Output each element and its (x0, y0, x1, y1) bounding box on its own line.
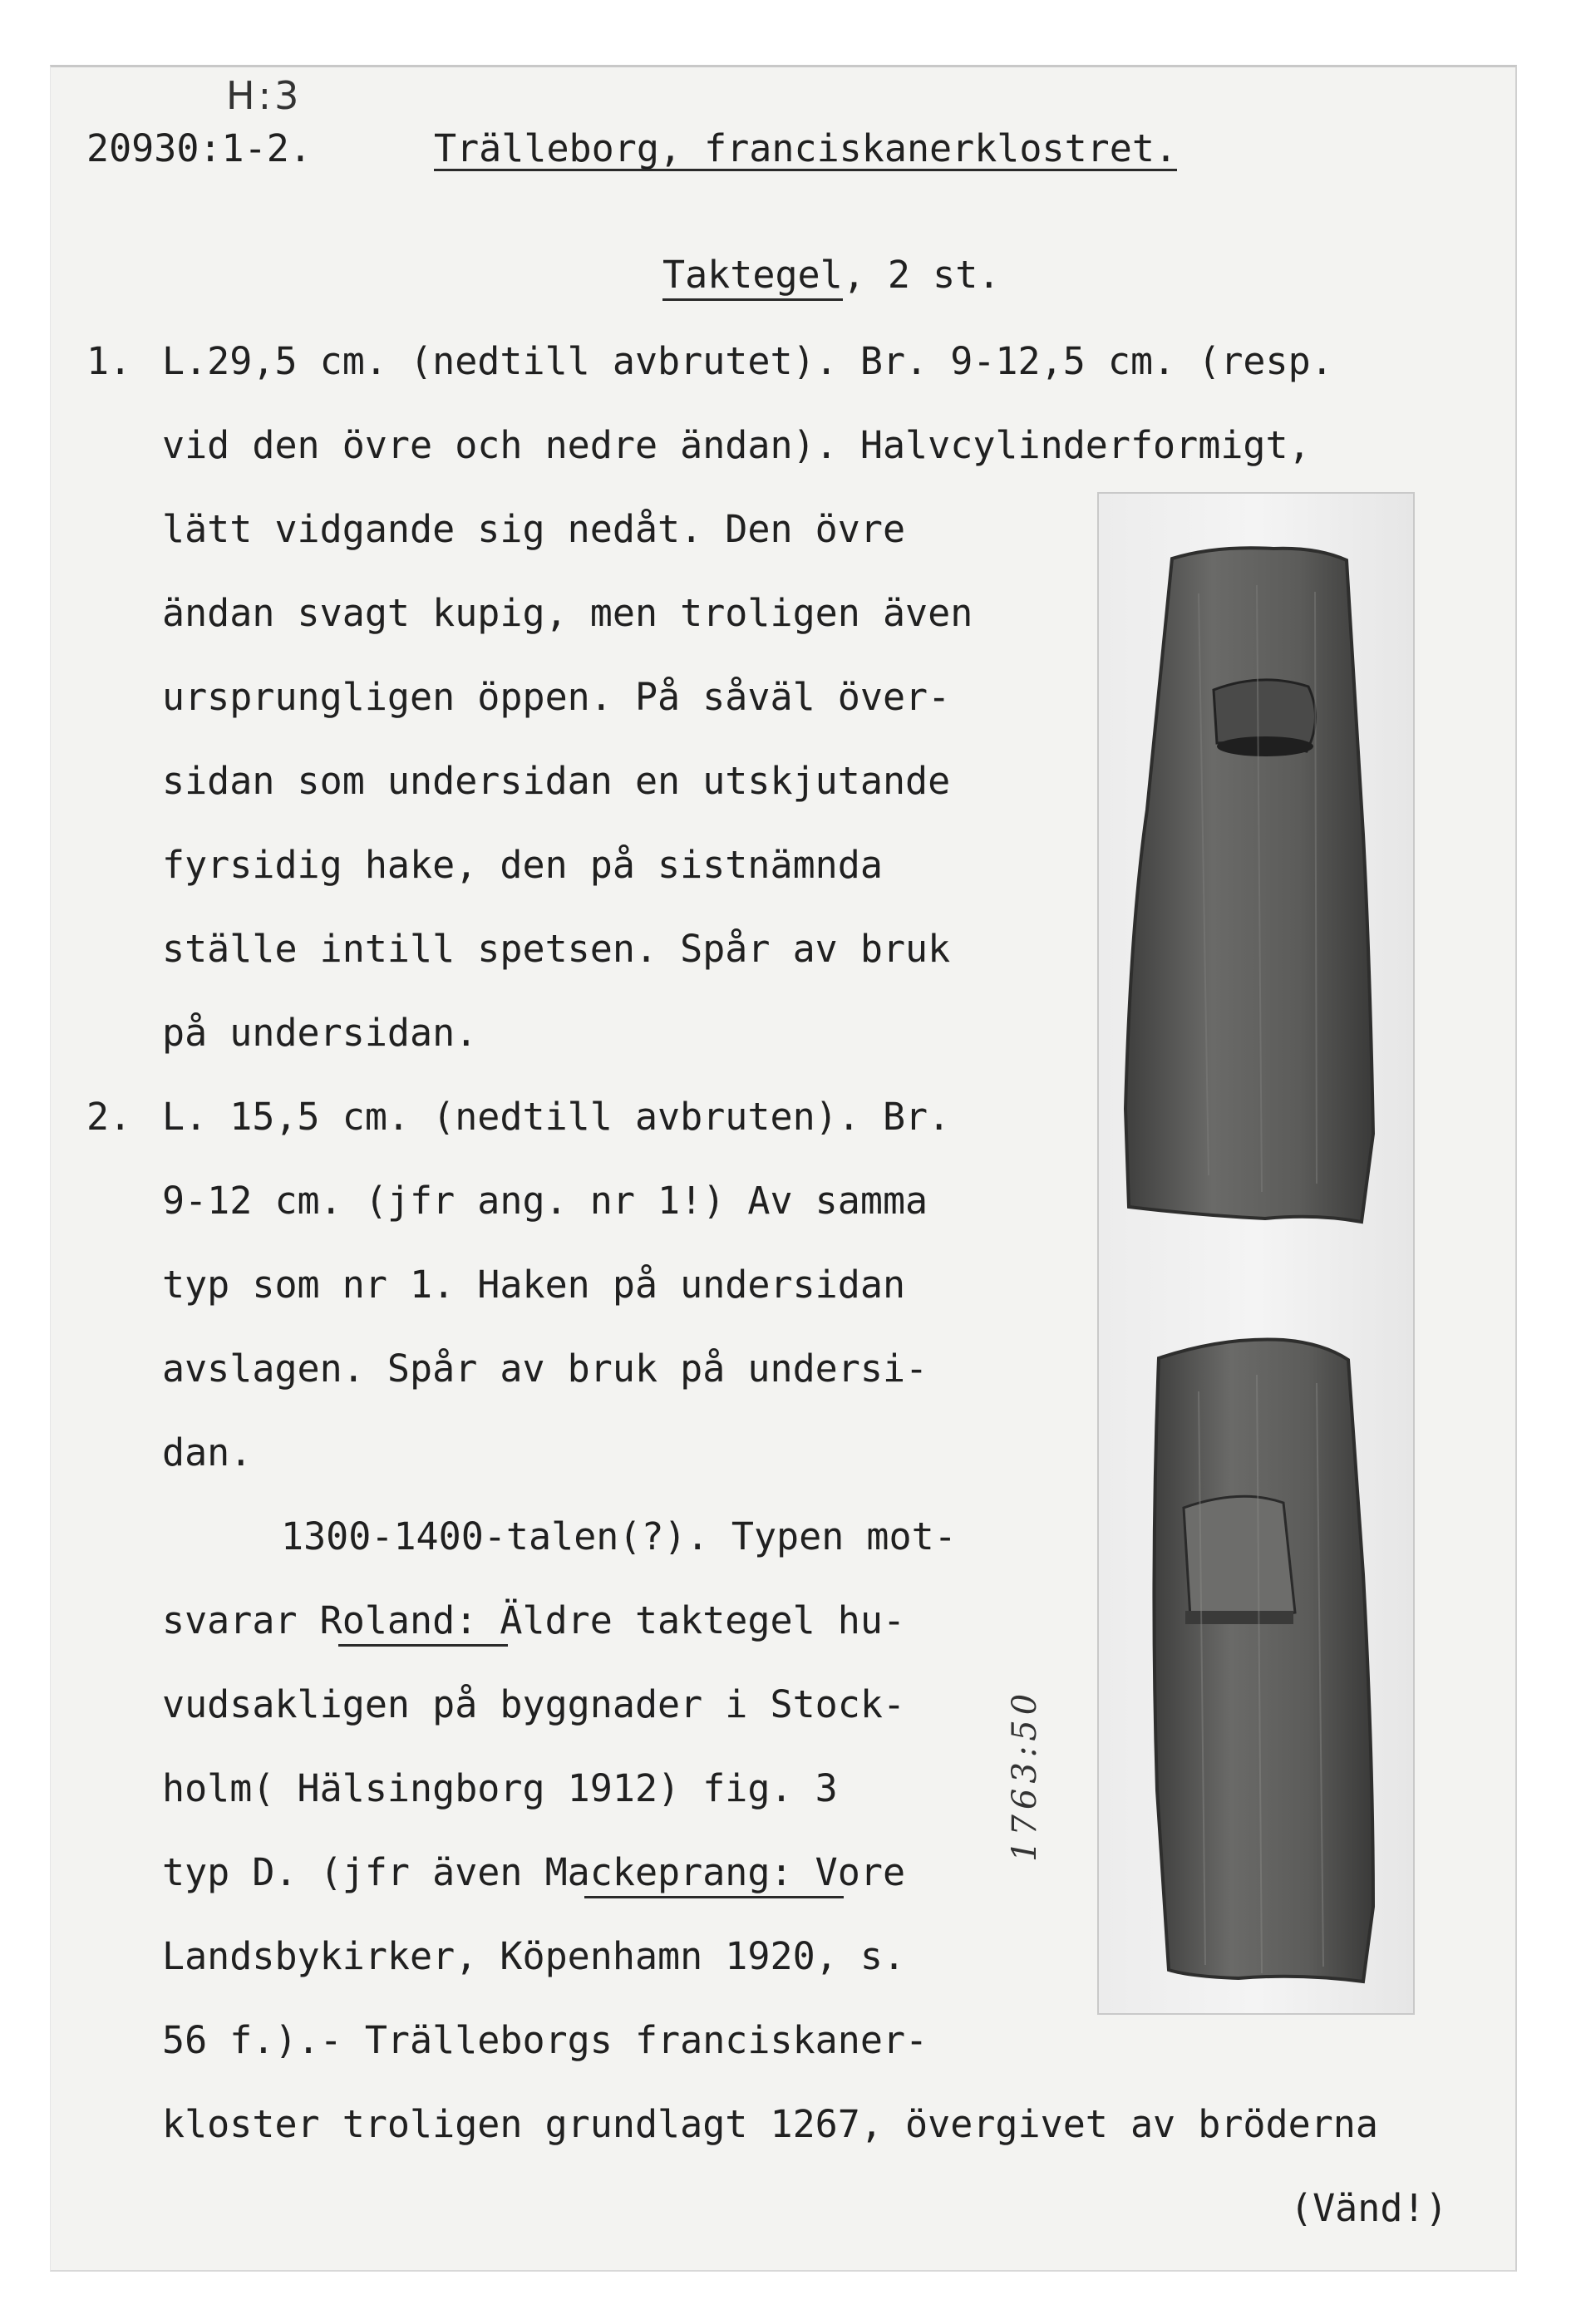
tile-1 (1125, 548, 1373, 1222)
item-1-number: 1. (86, 339, 132, 383)
dating-line-5: typ D. (jfr även Mackeprang: Vore (162, 1850, 906, 1894)
item-1-line-2: vid den övre och nedre ändan). Halvcylinderformigt, (162, 423, 1311, 467)
dating-line-4: holm( Hälsingborg 1912) fig. 3 (162, 1766, 838, 1810)
tile-photograph-svg (1099, 494, 1413, 2013)
item-2-line-4: avslagen. Spår av bruk på undersi- (162, 1347, 928, 1391)
item-1-line-8: ställe intill spetsen. Spår av bruk (162, 927, 951, 971)
author-underline-mackeprang (584, 1896, 844, 1898)
dating-line-8: kloster troligen grundlagt 1267, övergivet av bröderna (162, 2102, 1378, 2146)
object-name: Taktegel (662, 253, 843, 301)
dating-line-7: 56 f.).- Trälleborgs franciskaner- (162, 2018, 928, 2062)
photo-inscription: 1763:50 (1006, 1688, 1044, 1862)
catalog-number: 20930:1-2. (86, 126, 312, 170)
item-2-line-5: dan. (162, 1430, 253, 1475)
item-1-line-6: sidan som undersidan en utskjutande (162, 759, 951, 803)
item-2-line-1: L. 15,5 cm. (nedtill avbruten). Br. (162, 1095, 951, 1139)
item-1-line-1: L.29,5 cm. (nedtill avbrutet). Br. 9-12,5 cm. (resp. (162, 339, 1333, 383)
item-1-line-5: ursprungligen öppen. På såväl över- (162, 675, 951, 719)
object-count: , 2 st. (842, 253, 1001, 297)
item-1-line-7: fyrsidig hake, den på sistnämnda (162, 843, 883, 887)
dating-line-6: Landsbykirker, Köpenhamn 1920, s. (162, 1934, 906, 1978)
item-2-line-3: typ som nr 1. Haken på undersidan (162, 1263, 906, 1307)
tile-1-hook-shadow (1217, 736, 1313, 756)
tile-photograph (1097, 492, 1415, 2015)
turn-over-note: (Vänd!) (1290, 2186, 1448, 2230)
dating-line-2: svarar Roland: Äldre taktegel hu- (162, 1598, 906, 1642)
item-1-line-9: på undersidan. (162, 1011, 478, 1055)
item-2-number: 2. (86, 1095, 132, 1139)
item-1-line-3: lätt vidgande sig nedåt. Den övre (162, 507, 906, 551)
item-1-line-4: ändan svagt kupig, men troligen även (162, 591, 973, 635)
dating-line-1: 1300-1400-talen(?). Typen mot- (281, 1514, 957, 1558)
handwritten-shelf-note: H:3 (226, 73, 303, 118)
tile-2 (1154, 1339, 1373, 1982)
dating-line-3: vudsakligen på byggnader i Stock- (162, 1682, 906, 1726)
item-2-line-2: 9-12 cm. (jfr ang. nr 1!) Av samma (162, 1179, 928, 1223)
site-title: Trälleborg, franciskanerklostret. (434, 126, 1178, 170)
object-heading (662, 253, 1001, 297)
author-underline-roland (338, 1644, 508, 1647)
